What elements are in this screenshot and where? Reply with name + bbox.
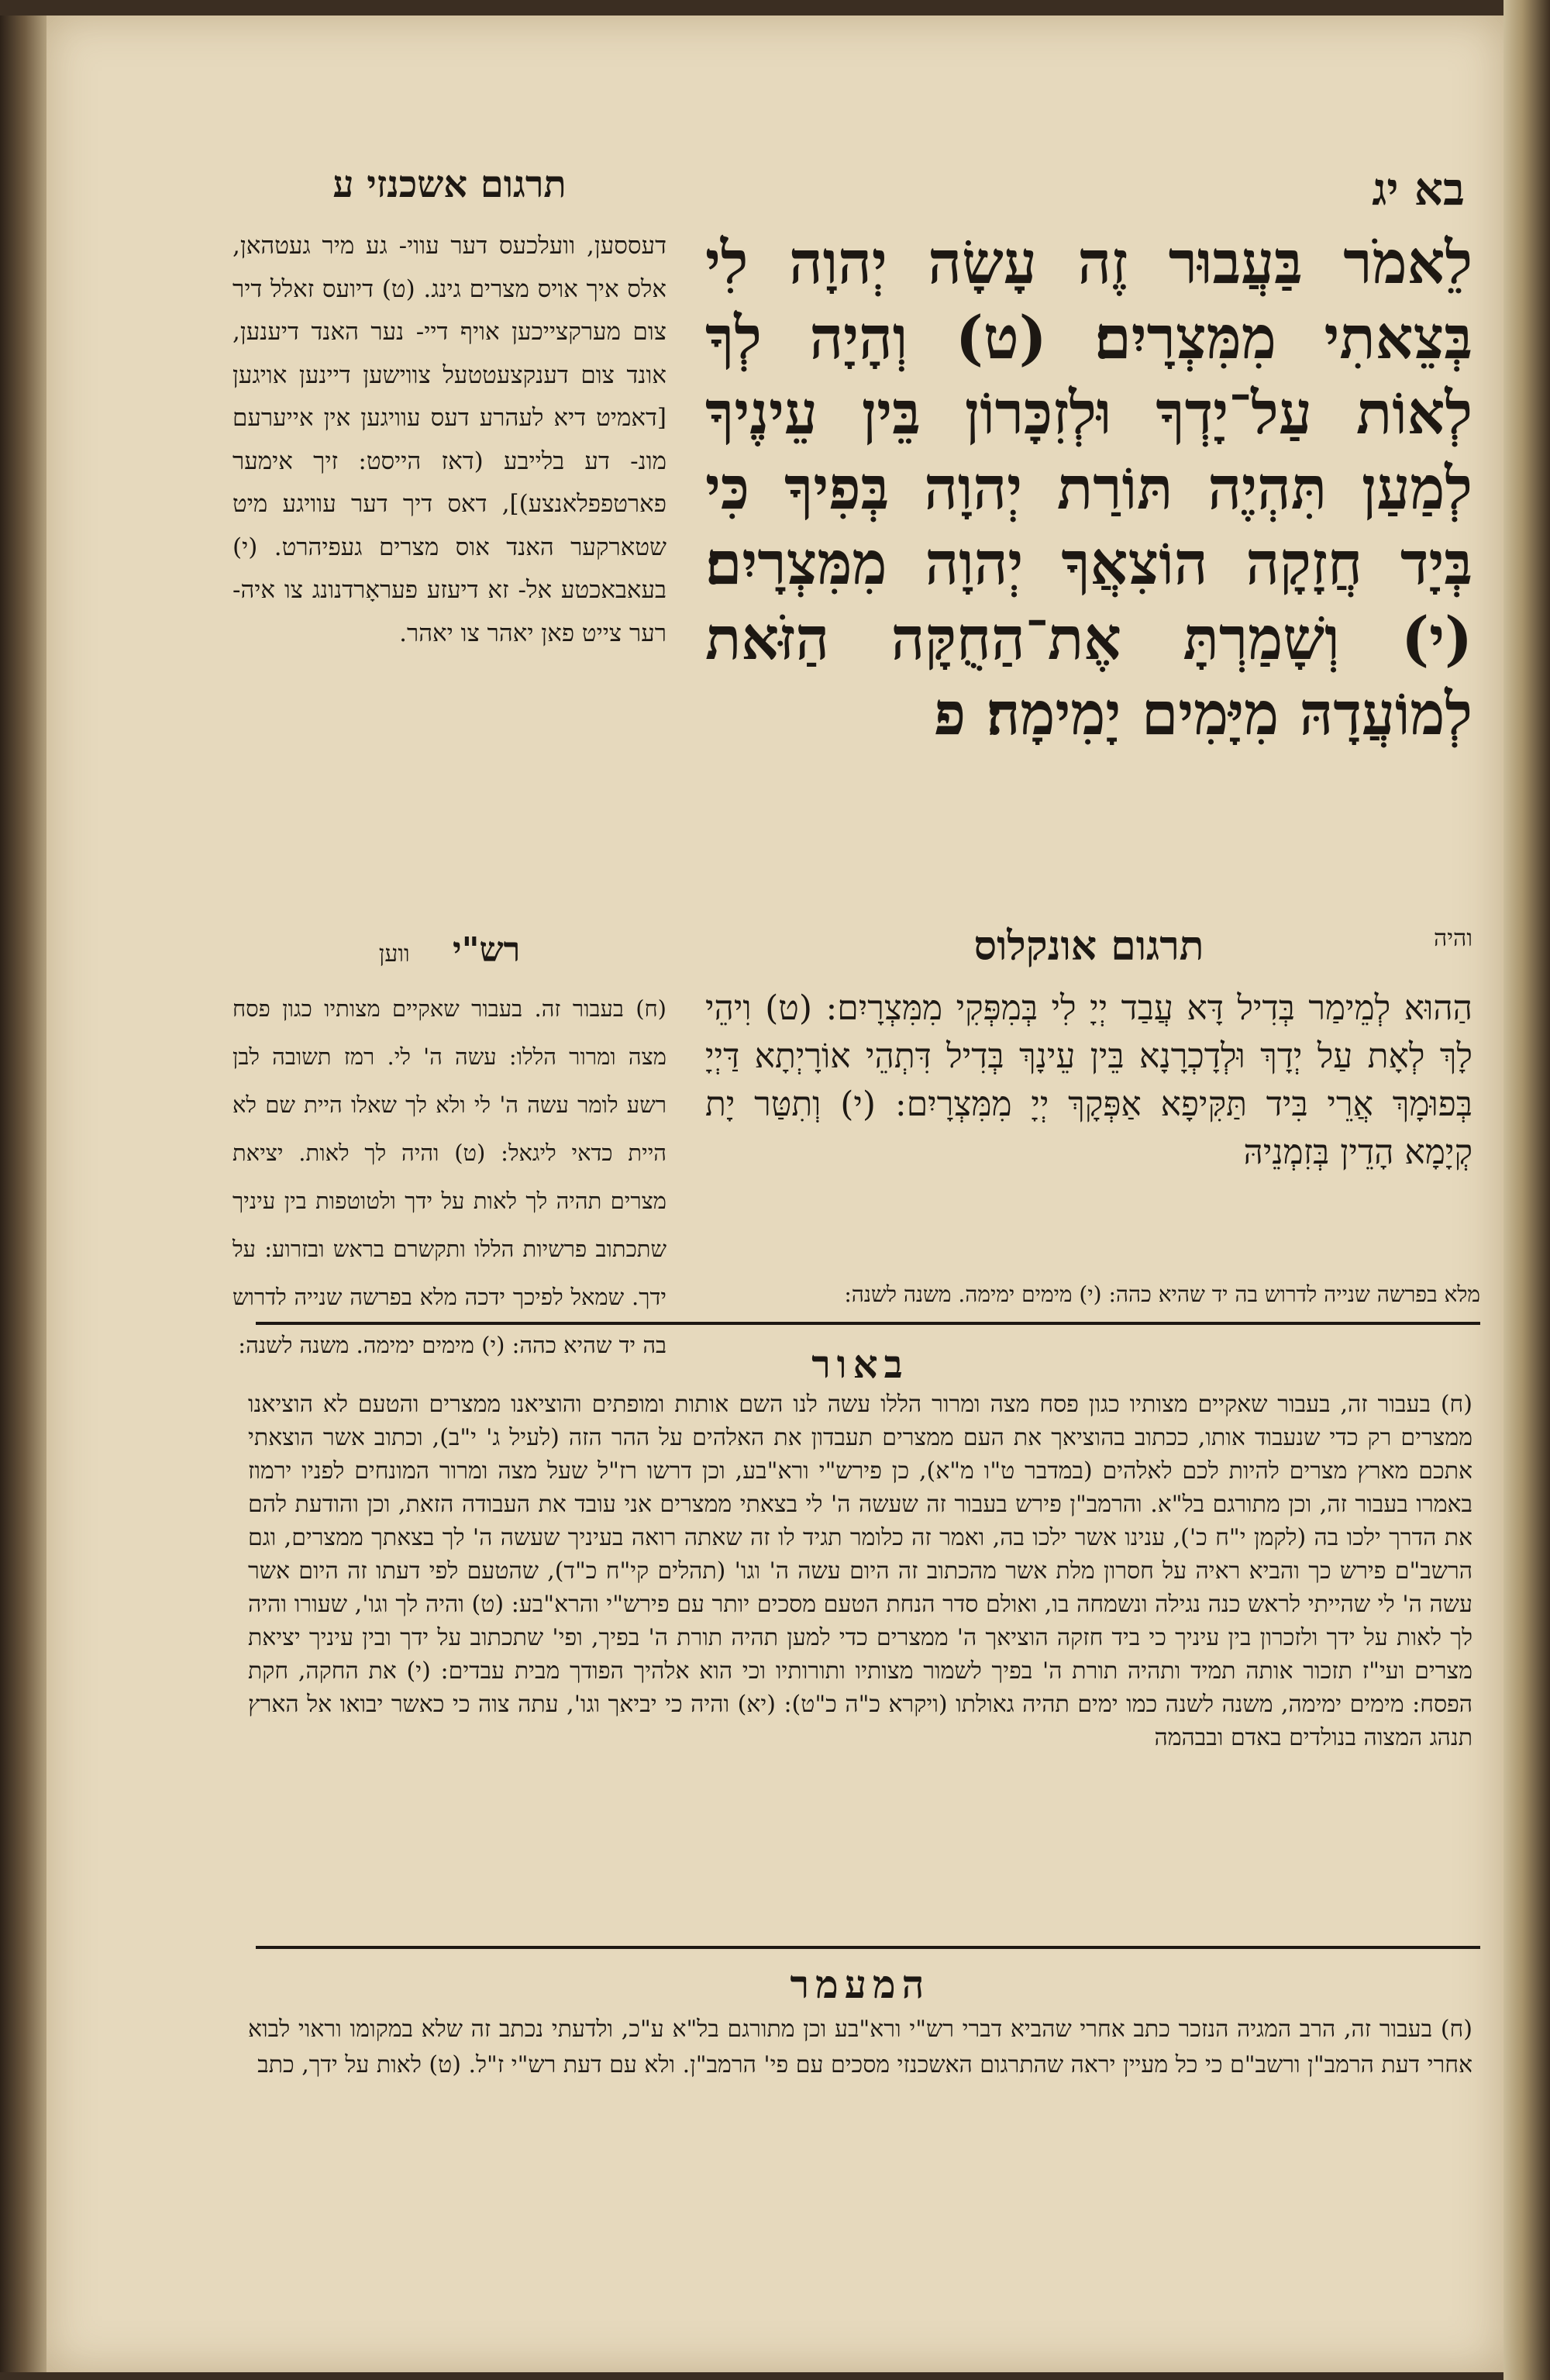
rashi-title-text: רש"י [453,930,521,970]
hameasef-title: המעמר [790,1961,931,2007]
rashi-title [232,930,666,985]
catchword-main: והיה [1433,925,1472,952]
side-title: תרגום אשכנזי ע [332,163,567,206]
running-head [698,163,1480,225]
footnote-line: מלא בפרשה שנייה לדרוש בה יד שהיא כהה: (י) מימים ימימה. משנה לשנה: [844,1281,1480,1307]
page-content [232,132,1480,2333]
divider-rule [256,1322,1480,1325]
hameasef-text: (ח) בעבור זה, הרב המגיה הנזכר כתב אחרי שהביא דברי רש"י ורא"בע וכן מתורגם בל"א ע"כ, ולדעתי נכתב זה שלא במקומו וראוי לבוא אחרי דעת הרמב"ן ורשב"ם כי כל מעיין יראה שהתרגום האשכנזי מסכים עם פי' הרמב"ן. ולא עם דעת רש"י ז"ל. (ט) לאות על ידך, כתב [248,2016,1472,2078]
torah-verse-text: לֵאמֹר בַּעֲבוּר זֶה עָשָׂה יְהוָה לִי בְּצֵאתִי מִמִּצְרָיִם׃ (ט) וְהָיָה לְךָ לְאוֹת עַל־יָדְךָ וּלְזִכָּרוֹן בֵּין עֵינֶיךָ לְמַעַן תִּהְיֶה תּוֹרַת יְהוָה בְּפִיךָ כִּי בְּיָד חֲזָקָה הוֹצִאֲךָ יְהוָה מִמִּצְרָיִם׃ (י) וְשָׁמַרְתָּ אֶת־הַחֻקָּה הַזֹּאת לְמוֹעֲדָהּ מִיָּמִים יָמִימָה׃ פ [705,228,1472,748]
page-edges [1504,0,1550,2380]
german-translation-text: דעססען, וועלכעס דער עווי- גע מיר געטהאן, אלס איך אויס מצרים גינג. (ט) דיועס זאלל דיר צום מערקצייכען אויף דיי- נער האנד דיענען, אונד צום דענקצעטטעל צווישען דיינען אויגען [דאמיט דיא לעהרע דעס עוויגען אין אייערעם מונ- דע בלייבע (דאז הייסט: זיך אימער פארטפפלאנצע)], דאס דיך דער עוויגע מיט שטארקער האנד אוס מצרים געפיהרט. (י) בעאבאכטע אל- זא דיעזע פעראָרדנונג צו איה- רער צייט פאן יאהר צו יאהר. [232,232,666,647]
onkelos-text: הַהוּא לְמֵימַר בְּדִיל דָּא עֲבַד יְיָ לִי בְּמִפְּקִי מִמִּצְרָיִם: (ט) וִיהֵי לָךְ לְאָת עַל יְדָךְ וּלְדָכְרָנָא בֵּין עֵינָךְ בְּדִיל דִּתְהֵי אוֹרָיְתָא דַּיְיָ בְּפוּמָךְ אֲרֵי בִּיד תַּקִּיפָא אַפְּקָךְ יְיָ מִמִּצְרָיִם: (י) וְתִטַּר יָת קְיָמָא הָדֵין בְּזִמְנֵיהּ [705,988,1472,1172]
onkelos-title: תרגום אונקלוס [973,923,1204,970]
side-column [232,132,666,1000]
catchword-side: ווען [378,940,410,968]
biur-text: (ח) בעבור זה, בעבור שאקיים מצותיו כגון פסח מצה ומרור הללו עשה לנו השם אותות ומופתים והוציאנו ממצרים והטעם לא הוציאנו ממצרים רק כדי שנעבוד אותו, ככתוב בהוציאך את העם ממצרים תעבדון את האלהים על ההר הזה (לעיל ג' י"ב), וכתוב אשר הוצאתי אתכם מארץ מצרים להיות לכם לאלהים (במדבר ט"ו מ"א), כן פירש"י ורא"בע, וכן דרשו רז"ל שעל מצה ומרור המונחים לפניו ירמוז באמרו בעבור זה, וכן מתורגם בל"א. והרמב"ן פירש בעבור זה שעשה ה' לי בצאתי ממצרים אני עובד את העבודה הזאת, וכן והודעת להם את הדרך ילכו בה (לקמן י"ח כ'), ענינו אשר ילכו בה, ואמר זה כלומר תגיד לו זה שאתה רואה בעיניך שעשה ה' לך בצאתך ממצרים, וגם הרשב"ם פירש כך והביא ראיה על חסרון מלת אשר מהכתוב זה היום עשה ה' וגו' (תהלים קי"ח כ"ד), שהטעם לפי דעתו זה היום אשר עשה ה' לי שהייתי לראש כנה נגילה ונשמחה בו, ואולם סדר הנחת הטעם מסכים יותר עם פירש"י והרא"בע: (ט) והיה לך וגו', שעורו והיה לך לאות על ידך ולזכרון בין עיניך כי ביד חזקה הוציאך ה' ממצרים כדי למען תהיה תורת ה' בפיך, ופי' שתכתוב על ידך ובין עיניך יציאת מצרים ועי"ז תזכור אותה תמיד ותהיה תורת ה' בפיך לשמור מצותיו ותורותיו וכי הוא אלהיך הפודך מבית עבדים: (י) את החקה, חקת הפסח: מימים ימימה, משנה לשנה כמו ימים תהיה גאולתו (ויקרא כ"ה כ"ט): (יא) והיה כי יביאך וגו', עתה צוה כי כאשר יבואו אל הארץ תנהג המצוה בנולדים באדם ובבהמה [248,1391,1472,1751]
chapter-heading: בא יג [1372,163,1465,216]
biur-title: באור [811,1341,909,1387]
divider-rule [256,1946,1480,1949]
rashi-text: (ח) בעבור זה. בעבור שאקיים מצותיו כגון פסח מצה ומרור הללו: עשה ה' לי. רמז תשובה לבן רשע לומר עשה ה' לי ולא לך שאלו היית שם לא היית כדאי ליגאל: (ט) והיה לך לאות. יציאת מצרים תהיה לך לאות על ידך ולטוטפות בין עיניך שתכתוב פרשיות הללו ותקשרם בראש ובזרוע: על ידך. שמאל לפיכך ידכה מלא בפרשה שנייה לדרוש בה יד שהיא כהה: (י) מימים ימימה. משנה לשנה: [232,995,666,1358]
